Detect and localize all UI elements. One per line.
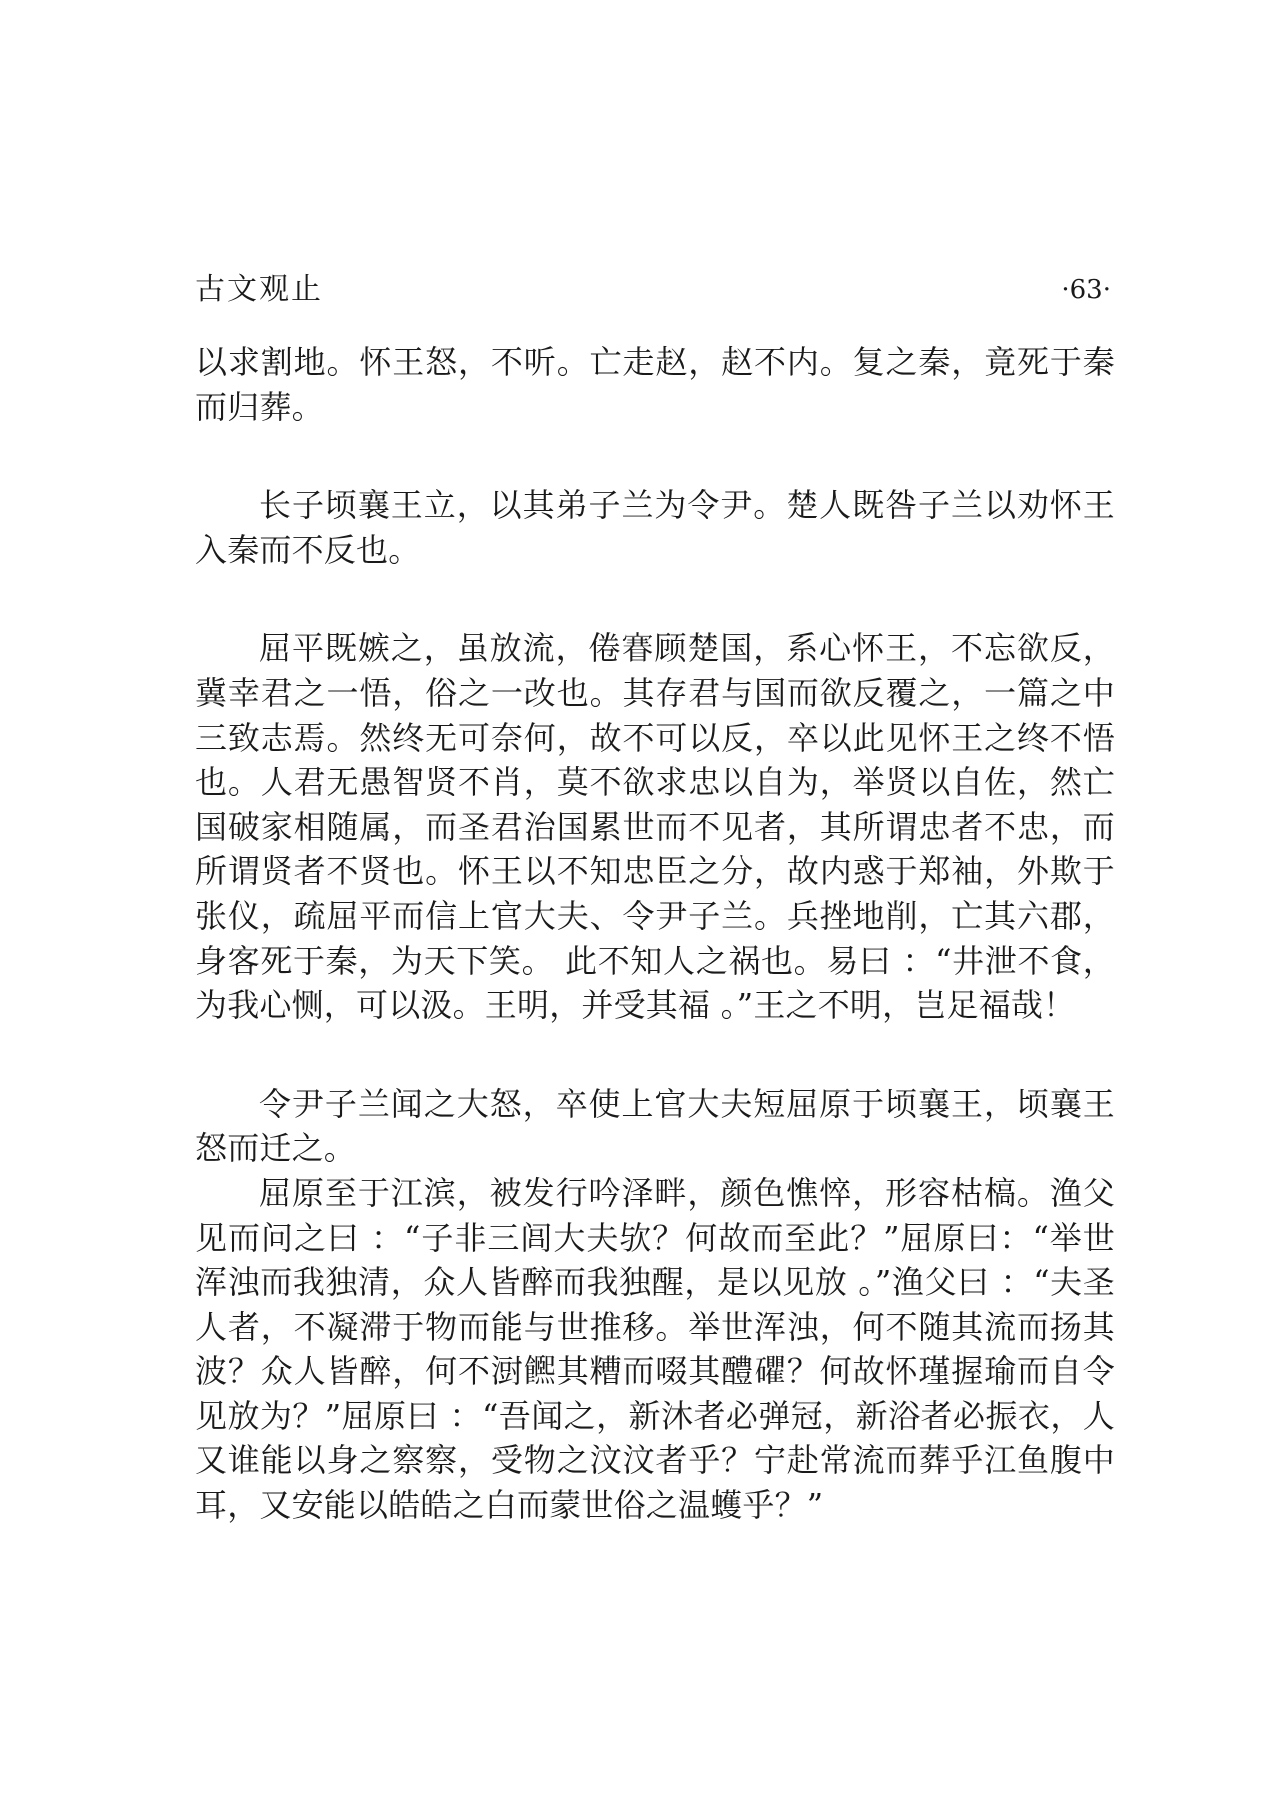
body-text bbox=[195, 340, 1115, 1528]
page-header bbox=[195, 270, 1115, 320]
book-title: 古文观止 bbox=[195, 272, 323, 307]
paragraph-2: 长子顷襄王立，以其弟子兰为令尹。楚人既咎子兰以劝怀王入秦而不反也。 bbox=[195, 486, 1115, 569]
paragraph-4: 令尹子兰闻之大怒，卒使上官大夫短屈原于顷襄王，顷襄王怒而迁之。 bbox=[195, 1084, 1115, 1168]
paragraph-3: 屈平既嫉之，虽放流，倦𥈽顾楚国，系心怀王，不忘欲反，冀幸君之一悟，俗之一改也。其存君与国而欲反覆之，一篇之中三致志焉。然终无可奈何，故不可以反，卒以此见怀王之终不悟也。人君无愚智贤不肖，莫不欲求忠以自为，举贤以自佐，然亡国破家相随属，而圣君治国累世而不见者，其所谓忠者不忠，而所谓贤者不贤也。怀王以不知忠臣之分，故内惑于郑袖，外欺于张仪，疏屈平而信上官大夫、令尹子兰。兵挫地削，亡其六郡， 身客死于秦，为天下笑。 此不知人之祸也。易曰 ：“井泄不食，为我心恻，可以汲。王明，并受其福 。”王之不明，岂足福哉！ bbox=[195, 629, 1115, 1025]
paragraph-5: 屈原至于江滨，被发行吟泽畔，颜色憔悴，形容枯槁。渔父见而问之曰 ：“子非三闾大夫欤？何故而至此？”屈原曰：“举世浑浊而我独清，众人皆醉而我独醒，是以见放 。”渔父曰 ：“夫圣人者，不凝滞于物而能与世推移。举世浑浊，何不随其流而扬其波？众人皆醉，何不㴻𩟄其糟而啜其醴𥗫？何故怀瑾握瑜而自令见放为？”屈原曰 ：“吾闻之，新沐者必弹冠，新浴者必振衣，人又谁能以身之察察，受物之汶汶者乎？宁赴常流而葬乎江鱼腹中耳，又安能以皓皓之白而蒙世俗之温蠖乎？” bbox=[195, 1173, 1115, 1525]
paragraph-1: 以求割地。怀王怒，不听。亡走赵，赵不内。复之秦，竟死于秦而归葬。 bbox=[195, 343, 1115, 426]
document-page bbox=[195, 270, 1115, 1528]
page-number: ·63· bbox=[1061, 275, 1111, 305]
